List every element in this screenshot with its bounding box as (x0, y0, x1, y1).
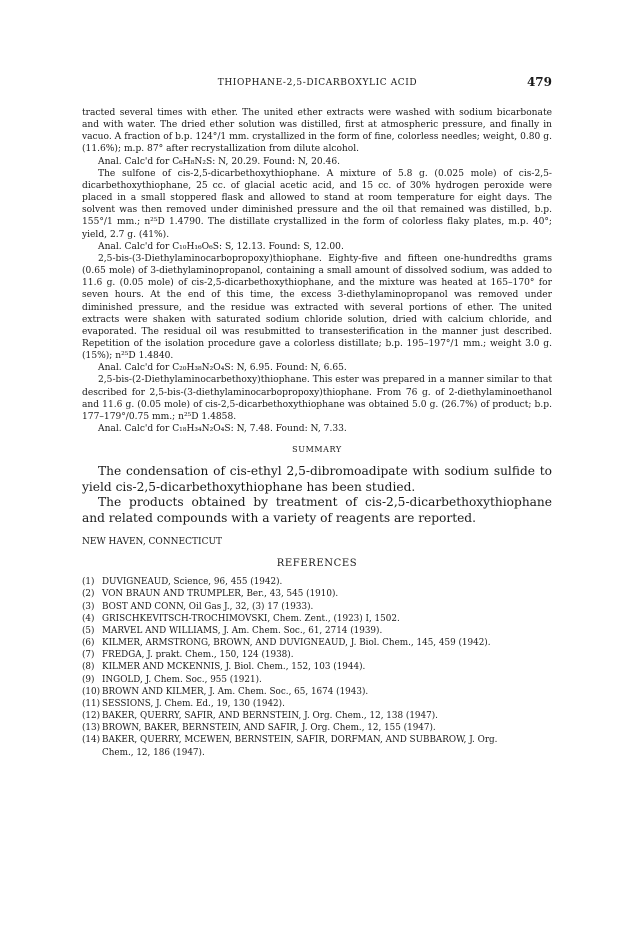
paragraph: tracted several times with ether. The united ether extracts were washed with sodium bicarbonate and with water. The dried ether solution was distilled, first at atmospheric pressure, and finally in vacuo. A fraction of b.p. 124°/1 mm. crystallized in the form of fine, colorless needles; weight, 0.80 g. (11.6%); m.p. 87° after recrystallization from dilute alcohol. (82, 108, 552, 155)
reference-item: (5) MARVEL AND WILLIAMS, J. Am. Chem. Soc., 61, 2714 (1939). (82, 625, 383, 636)
paragraph: The sulfone of cis-2,5-dicarbethoxythiophane. A mixture of 5.8 g. (0.025 mole) of cis-2,5-dicarbethoxythiophane, 25 cc. of glacial acetic acid, and 15 cc. of 30% hydrogen peroxide were placed in a small stoppered flask and allowed to stand at room temperature for eight days. The solvent was then removed under diminished pressure and the oil that remained was distilled, b.p. 155°/1 mm.; n²⁵D 1.4790. The distillate crystallized in the form of colorless flaky plates, m.p. 40°; yield, 2.7 g. (41%). (82, 168, 552, 240)
reference-continuation: Chem., 12, 186 (1947). (102, 747, 205, 758)
page-number: 479 (526, 75, 552, 89)
reference-item: (8) KILMER AND MCKENNIS, J. Biol. Chem., 152, 103 (1944). (82, 662, 366, 673)
paragraph: 2,5-bis-(3-Diethylaminocarbopropoxy)thiophane. Eighty-five and fifteen one-hundredths grams (0.65 mole) of 3-diethylaminopropanol, containing a small amount of dissolved sodium, was added to 11.6 g. (0.05 mole) of cis-2,5-dicarbethoxythiophane, and the mixture was heated at 165–170° for seven hours. At the end of this time, the excess 3-diethylaminopropanol was removed under diminished pressure, and the residue was extracted with several portions of ether. The united extracts were shaken with saturated sodium chloride solution, dried with calcium chloride, and evaporated. The residual oil was resubmitted to transesterification in the manner just described. Repetition of the isolation procedure gave a colorless distillate; b.p. 195–197°/1 mm.; weight 3.0 g. (15%); n²⁵D 1.4840. (82, 253, 552, 362)
reference-item: (10) BROWN AND KILMER, J. Am. Chem. Soc., 65, 1674 (1943). (82, 686, 369, 697)
running-header (0, 75, 635, 94)
reference-item: (9) INGOLD, J. Chem. Soc., 955 (1921). (82, 674, 262, 685)
reference-item: (3) BOST AND CONN, Oil Gas J., 32, (3) 17 (1933). (82, 601, 314, 612)
references-heading: REFERENCES (276, 558, 358, 570)
reference-item: (7) FREDGA, J. prakt. Chem., 150, 124 (1938). (82, 650, 294, 661)
running-title: THIOPHANE-2,5-DICARBOXYLIC ACID (217, 78, 418, 88)
reference-item: (6) KILMER, ARMSTRONG, BROWN, AND DUVIGNEAUD, J. Biol. Chem., 145, 459 (1942). (82, 638, 491, 649)
reference-item: (12) BAKER, QUERRY, SAFIR, AND BERNSTEIN, J. Org. Chem., 12, 138 (1947). (82, 711, 438, 722)
analysis-line: Anal. Calc'd for C₁₀H₁₆O₆S: S, 12.13. Found: S, 12.00. (98, 241, 344, 252)
summary-paragraph: The condensation of cis-ethyl 2,5-dibromoadipate with sodium sulfide to yield cis-2,5-dicarbethoxythiophane has been studied. (82, 464, 552, 494)
analysis-line: Anal. Calc'd for C₂₀H₃₈N₂O₄S: N, 6.95. Found: N, 6.65. (98, 363, 347, 374)
summary-heading: SUMMARY (292, 445, 342, 455)
summary-paragraph: The products obtained by treatment of cis-2,5-dicarbethoxythiophane and related compounds with a variety of reagents are reported. (82, 495, 552, 525)
reference-item: (4) GRISCHKEVITSCH-TROCHIMOVSKI, Chem. Zent., (1923) I, 1502. (82, 613, 400, 624)
article-body (82, 107, 552, 759)
analysis-line: Anal. Calc'd for C₁₈H₃₄N₂O₄S: N, 7.48. Found: N, 7.33. (98, 424, 347, 435)
analysis-line: Anal. Calc'd for C₆H₈N₂S: N, 20.29. Found: N, 20.46. (98, 156, 341, 167)
reference-list (82, 576, 552, 758)
paragraph: 2,5-bis-(2-Diethylaminocarbethoxy)thiophane. This ester was prepared in a manner similar to that described for 2,5-bis-(3-diethylaminocarbopropoxy)thiophane. From 76 g. of 2-diethylaminoethanol and 11.6 g. (0.05 mole) of cis-2,5-dicarbethoxythiophane was obtained 5.0 g. (26.7%) of product; b.p. 177–179°/0.75 mm.; n²⁵D 1.4858. (82, 375, 552, 422)
reference-item: (11) SESSIONS, J. Chem. Ed., 19, 130 (1942). (82, 698, 285, 709)
reference-item: (2) VON BRAUN AND TRUMPLER, Ber., 43, 545 (1910). (82, 589, 339, 600)
reference-item: (14) BAKER, QUERRY, MCEWEN, BERNSTEIN, SAFIR, DORFMAN, AND SUBBAROW, J. Org. (82, 735, 498, 746)
author-location: NEW HAVEN, CONNECTICUT (82, 537, 223, 547)
reference-item: (13) BROWN, BAKER, BERNSTEIN, AND SAFIR, J. Org. Chem., 12, 155 (1947). (82, 723, 436, 734)
reference-item: (1) DUVIGNEAUD, Science, 96, 455 (1942). (82, 577, 283, 588)
